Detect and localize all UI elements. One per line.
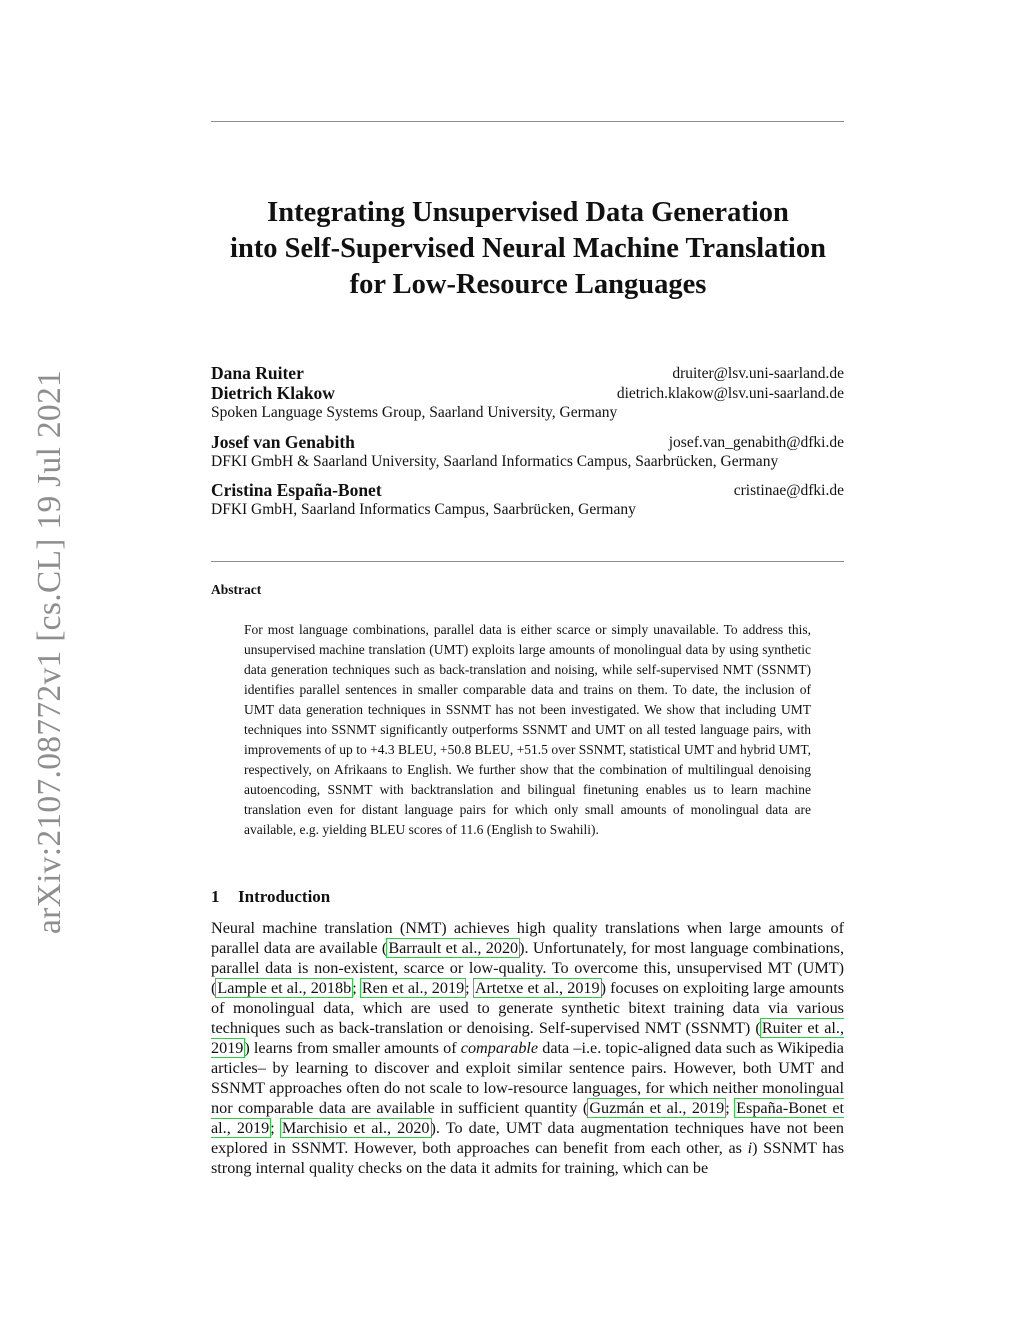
- intro-text: ) learns from smaller amounts of: [244, 1039, 461, 1057]
- citation-link[interactable]: Lample et al., 2018b: [217, 979, 352, 997]
- intro-text: ) focuses on exploiting large amounts of monolingual data, which are used to generate synthetic bitext training data via various techniques such as back-translation or denoising. Self-supervised NMT (SSNMT) (: [211, 979, 844, 1037]
- citation-link[interactable]: Barrault et al., 2020: [388, 939, 519, 957]
- affiliation-dfki-saarland: DFKI GmbH & Saarland University, Saarland Informatics Campus, Saarbrücken, Germany: [211, 453, 779, 470]
- intro-emphasis: i: [747, 1139, 753, 1157]
- section-rule: [211, 561, 844, 562]
- abstract-text: For most language combinations, parallel data is either scarce or simply unavailable. To address this, unsupervised machine translation (UMT) exploits large amounts of monolingual data by using synthetic data generation techniques such as back-translation and noising, while self-supervised NMT (SSNMT) identifies parallel sentences in smaller comparable data and trains on them. To date, the inclusion of UMT data generation techniques in SSNMT has not been investigated. We show that including UMT techniques into SSNMT significantly outperforms SSNMT and UMT on all tested language pairs, with improvements of up to +4.3 BLEU, +50.8 BLEU, +51.5 over SSNMT, statistical UMT and hybrid UMT, respectively, on Afrikaans to English. We further show that the combination of multilingual denoising autoencoding, SSNMT with backtranslation and bilingual finetuning enables us to learn machine translation even for distant language pairs for which only small amounts of monolingual data are available, e.g. yielding BLEU scores of 11.6 (English to Swahili).: [244, 622, 811, 837]
- paper-title: [150, 195, 906, 303]
- intro-text: ). To date, UMT data augmentation techniques have not been explored in SSNMT. However, both approaches can benefit from each other, as: [211, 1119, 844, 1157]
- arxiv-identifier-stamp[interactable]: arXiv:2107.08772v1 [cs.CL] 19 Jul 2021: [31, 369, 68, 935]
- author-block-ruiter: [211, 363, 844, 383]
- intro-text: ) SSNMT has strong internal quality checks on the data it admits for training, which can be: [211, 1139, 844, 1177]
- author-name: Josef van Genabith: [211, 432, 355, 452]
- affiliation-dfki: DFKI GmbH, Saarland Informatics Campus, Saarbrücken, Germany: [211, 501, 636, 518]
- section-heading-introduction: [211, 886, 330, 908]
- author-block-klakow: [211, 383, 844, 403]
- citation-link[interactable]: España-Bonet et al., 2019: [211, 1099, 845, 1137]
- intro-emphasis: comparable: [460, 1039, 539, 1057]
- abstract-heading: Abstract: [211, 582, 262, 597]
- author-block-van-genabith: [211, 432, 844, 452]
- top-rule: [211, 121, 844, 122]
- citation-link[interactable]: Ren et al., 2019: [361, 979, 465, 997]
- title-line-3: for Low-Resource Languages: [349, 269, 707, 300]
- intro-text: ;: [465, 979, 474, 997]
- author-email[interactable]: cristinae@dfki.de: [733, 482, 844, 499]
- citation-link[interactable]: Marchisio et al., 2020: [281, 1119, 430, 1137]
- citation-link[interactable]: Guzmán et al., 2019: [589, 1099, 725, 1117]
- author-name: Cristina España-Bonet: [211, 480, 382, 500]
- author-email[interactable]: druiter@lsv.uni-saarland.de: [672, 365, 844, 382]
- intro-text: ;: [270, 1119, 281, 1137]
- author-email[interactable]: josef.van_genabith@dfki.de: [668, 434, 844, 451]
- author-name: Dana Ruiter: [211, 363, 304, 383]
- section-title: Introduction: [238, 887, 331, 906]
- citation-link[interactable]: Ruiter et al., 2019: [211, 1019, 844, 1057]
- author-email[interactable]: dietrich.klakow@lsv.uni-saarland.de: [616, 385, 844, 402]
- title-line-2: into Self-Supervised Neural Machine Translation: [230, 233, 826, 264]
- intro-text: ;: [725, 1099, 736, 1117]
- introduction-body: [211, 918, 844, 1178]
- intro-text: ). Unfortunately, for most language combinations, parallel data is non-existent, scarce or low-quality. To overcome this, unsupervised MT (UMT) (: [211, 939, 844, 997]
- intro-text: Neural machine translation (NMT) achieves high quality translations when large amounts of parallel data are available (: [211, 919, 844, 957]
- intro-text: data –i.e. topic-aligned data such as Wikipedia articles– by learning to discover and exploit similar sentence pairs. However, both UMT and SSNMT approaches often do not scale to low-resource languages, for which neither monolingual nor comparable data are available in sufficient quantity (: [211, 1039, 844, 1117]
- introduction-paragraph: [211, 918, 844, 1178]
- title-line-1: Integrating Unsupervised Data Generation: [267, 197, 789, 228]
- section-number: 1: [211, 887, 220, 906]
- citation-link[interactable]: Artetxe et al., 2019: [474, 979, 600, 997]
- abstract-body: [244, 620, 811, 840]
- affiliation-lsv: Spoken Language Systems Group, Saarland University, Germany: [211, 404, 618, 421]
- author-block-espana-bonet: [211, 480, 844, 500]
- author-name: Dietrich Klakow: [211, 383, 335, 403]
- intro-text: ;: [352, 979, 361, 997]
